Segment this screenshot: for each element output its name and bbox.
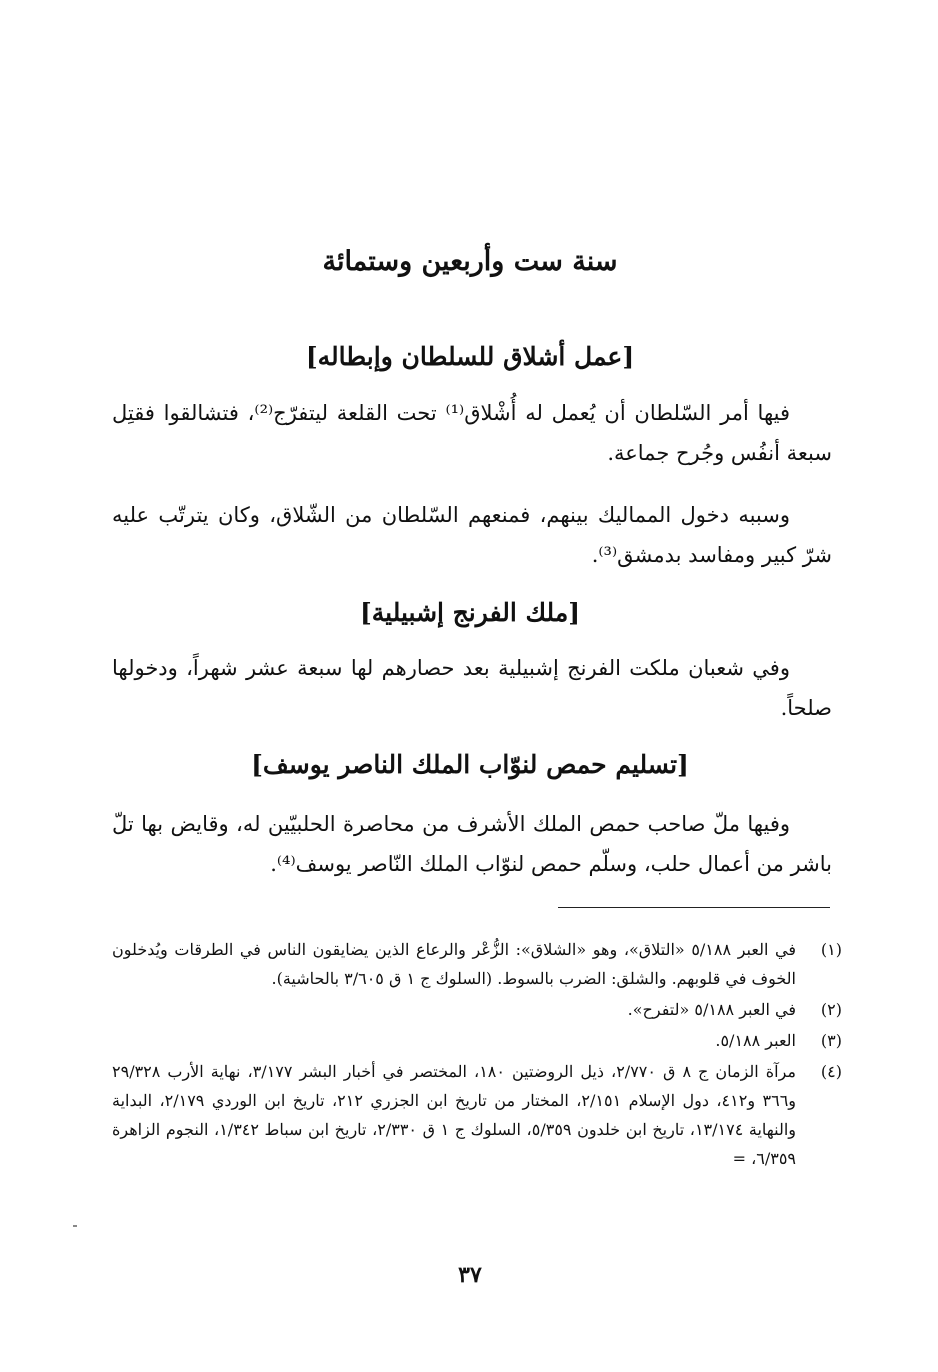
paragraph	[112, 648, 832, 728]
paragraph-text: وفي شعبان ملكت الفرنج إشبيلية بعد حصارهم لها سبعة عشر شهراً، ودخولها صلحاً.	[112, 656, 832, 720]
section-heading-sultan-shlaq: [عمل أشلاق للسلطان وإبطاله]	[305, 342, 635, 371]
footnote-text: في العبر ٥/١٨٨ «التلاق»، وهو «الشلاق»: الزُّعْر والرعاع الذين يضايقون الناس في الطرقات ويُدخلون الخوف في قلوبهم. والشلق: الضرب بالسوط. (السلوك ج ١ ق ٣/٦٠٥ بالحاشية).	[112, 940, 796, 988]
paragraph	[112, 804, 832, 884]
section-heading-seville: [ملك الفرنج إشبيلية]	[359, 598, 581, 627]
footnote-text: مرآة الزمان ج ٨ ق ٢/٧٧٠، ذيل الروضتين ١٨٠، المختصر في أخبار البشر ٣/١٧٧، نهاية الأرب ٢٩/٣٢٨ و٣٦٦ و٤١٢، دول الإسلام ٢/١٥١، المختار من تاريخ ابن الجزري ٢١٢، تاريخ ابن الوردي ٢/١٧٩، البداية والنهاية ١٣/١٧٤، تاريخ ابن خلدون ٥/٣٥٩، السلوك ج ١ ق ٢/٣٣٠، تاريخ ابن سباط ١/٣٤٢، النجوم الزاهرة ٦/٣٥٩، =	[112, 1062, 797, 1168]
footnote-item	[112, 995, 842, 1024]
page-number: ٣٧	[458, 1262, 482, 1288]
footnote-number: (١)	[820, 940, 842, 959]
footnote-number: (٣)	[820, 1031, 842, 1050]
paragraph	[112, 495, 832, 575]
paragraph	[112, 393, 832, 473]
paragraph-text: فيها أمر السّلطان أن يُعمل له أُشْلاق⁽¹⁾ تحت القلعة ليتفرّج⁽²⁾، فتشالقوا فقتِل سبعة أنفُس وجُرح جماعة.	[112, 401, 832, 465]
footnote-item	[112, 1057, 842, 1173]
section-heading-homs: [تسليم حمص لنوّاب الملك الناصر يوسف]	[251, 750, 689, 779]
footnotes	[112, 935, 842, 1175]
footnote-item	[112, 935, 842, 993]
scan-mark	[73, 1225, 77, 1227]
footnote-text: العبر ٥/١٨٨.	[715, 1031, 796, 1050]
footnote-item	[112, 1026, 842, 1055]
footnote-number: (٤)	[820, 1062, 842, 1081]
footnote-text: في العبر ٥/١٨٨ «لتفرح».	[627, 1000, 796, 1019]
paragraph-text: وفيها ملّ صاحب حمص الملك الأشرف من محاصرة الحلبيّين له، وقايض بها تلّ باشر من أعمال حلب، وسلّم حمص لنوّاب الملك النّاصر يوسف⁽⁴⁾.	[112, 812, 832, 876]
paragraph-text: وسببه دخول المماليك بينهم، فمنعهم السّلطان من الشّلاق، وكان يترتّب عليه شرّ كبير ومفاسد بدمشق⁽³⁾.	[112, 503, 832, 567]
footnote-number: (٢)	[820, 1000, 842, 1019]
chapter-title: سنة ست وأربعين وستمائة	[322, 246, 618, 277]
footnote-separator	[558, 907, 830, 908]
